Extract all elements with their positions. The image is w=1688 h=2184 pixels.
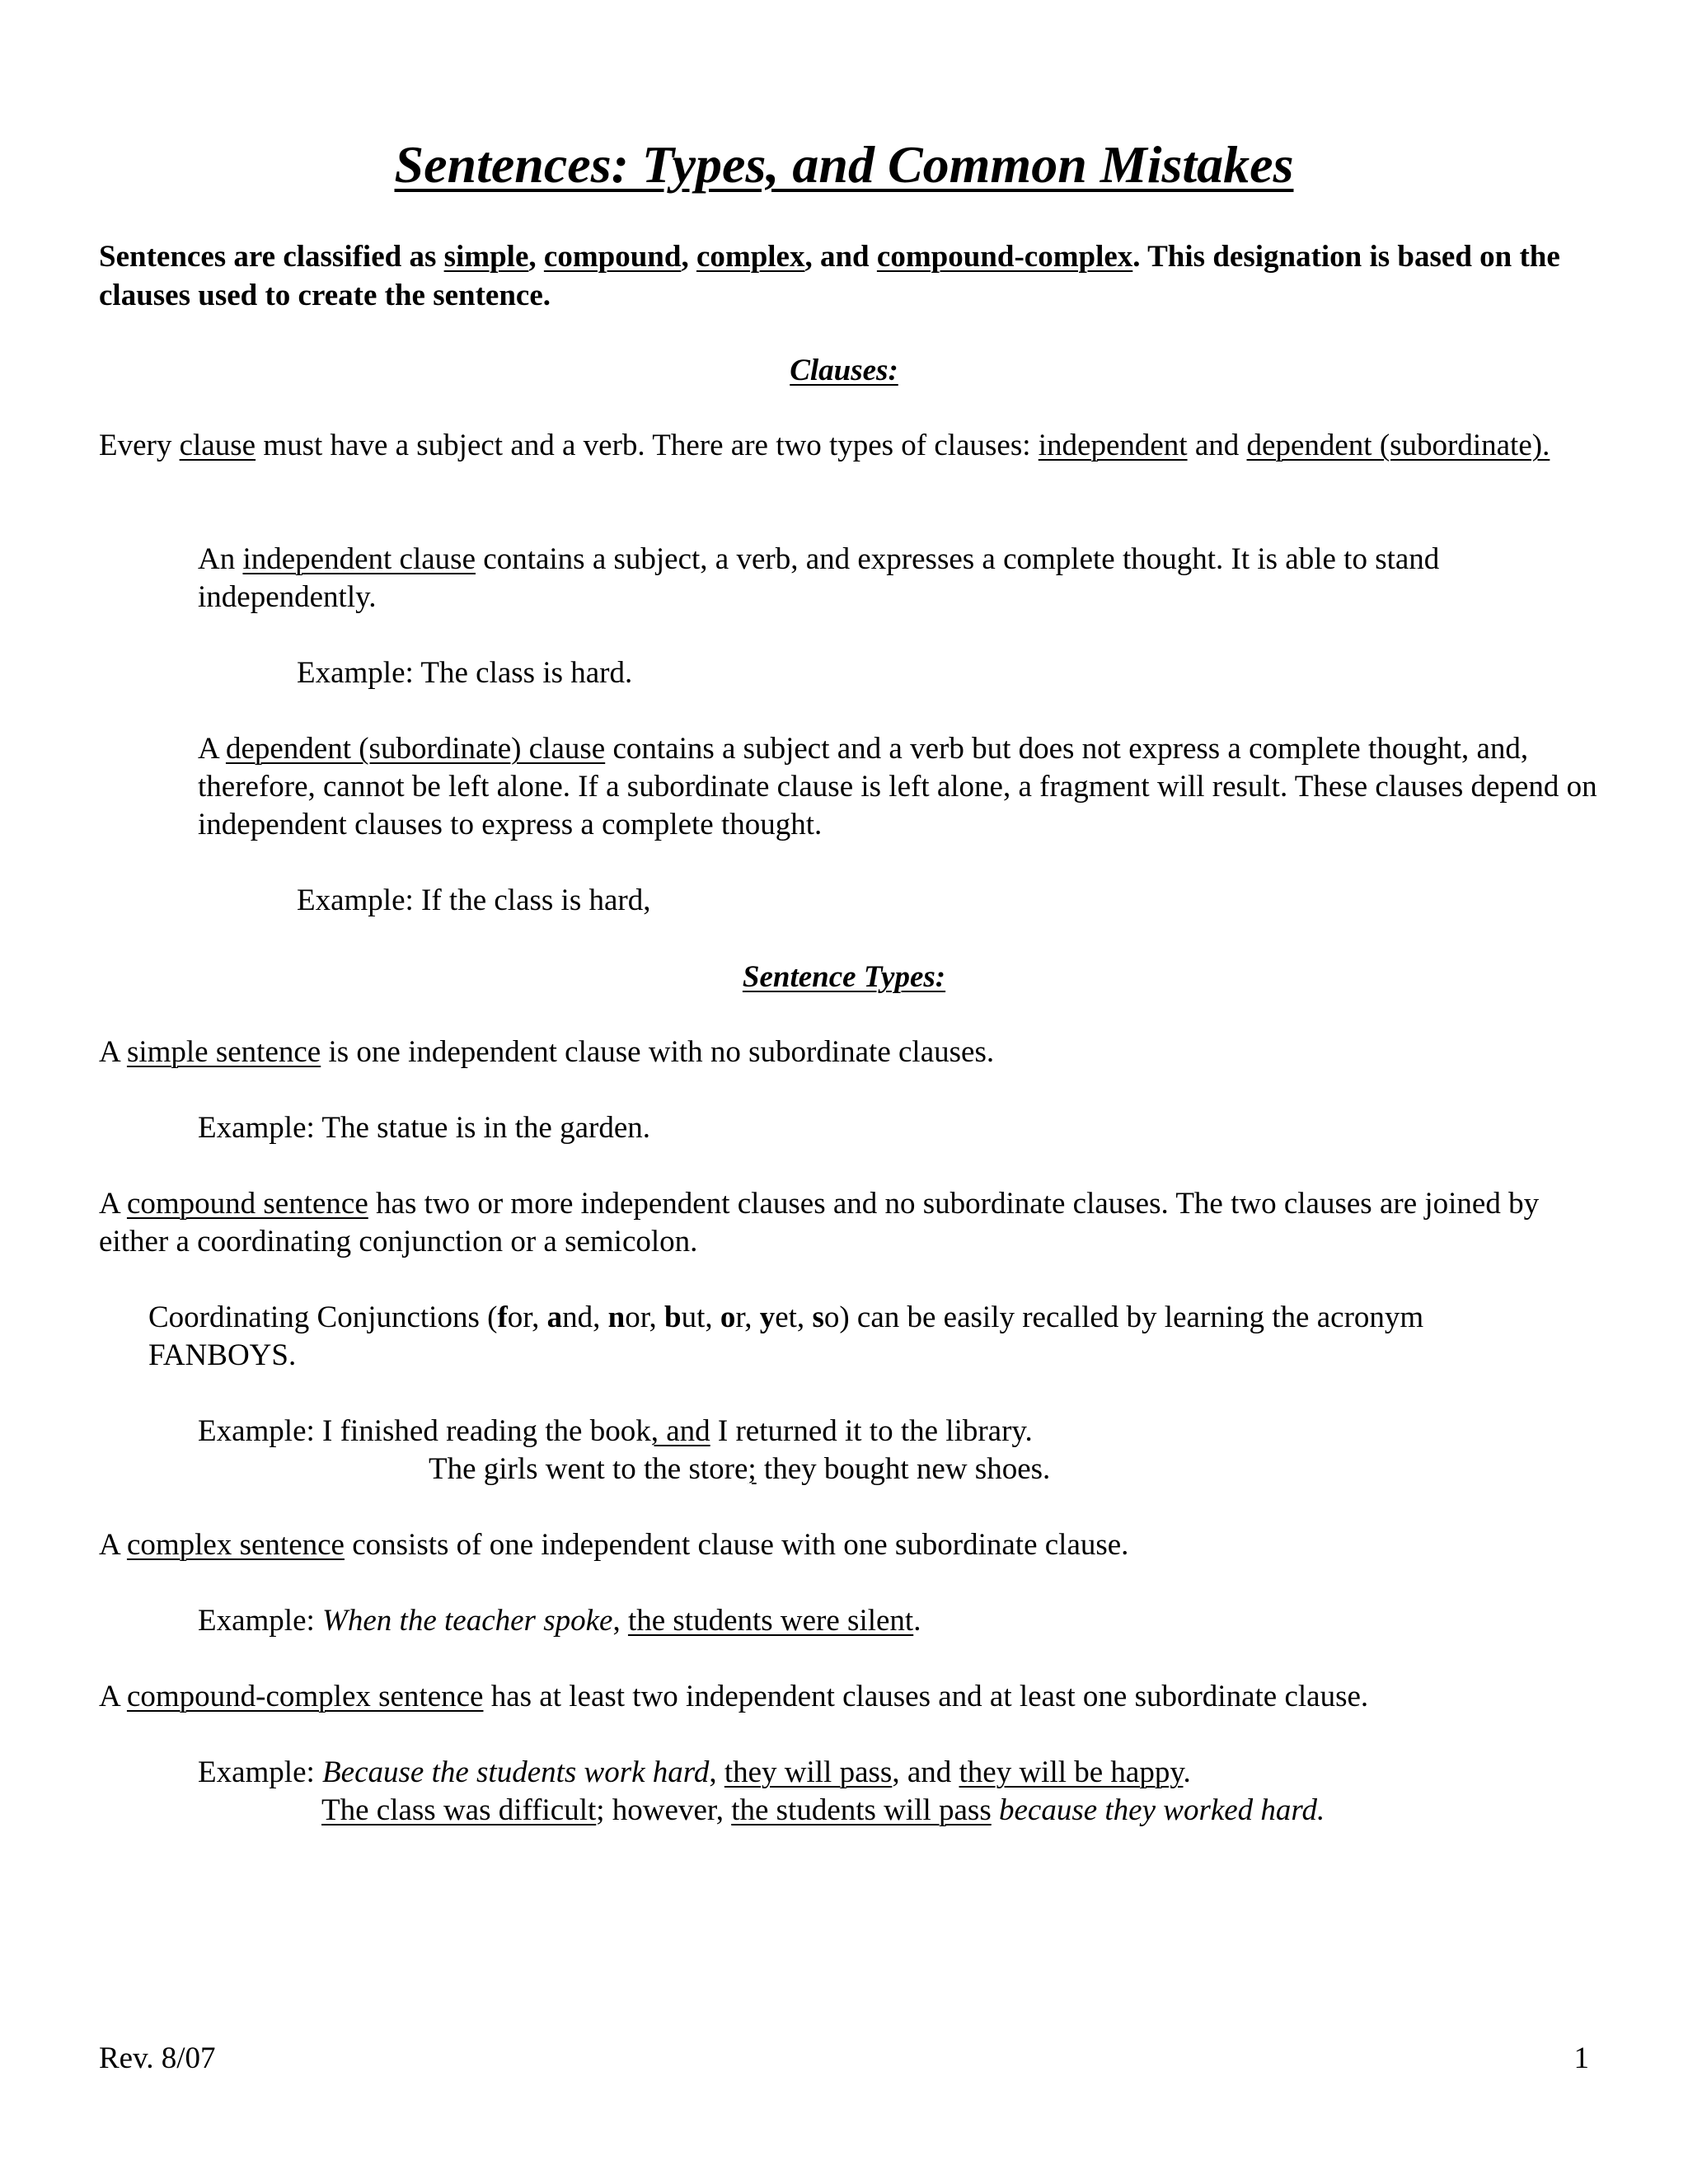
example-text: . (1183, 1755, 1191, 1789)
subordinate-clause: because they worked hard. (998, 1793, 1325, 1827)
compound-example-line-2 (429, 1451, 1050, 1488)
para-text: et, (775, 1301, 813, 1334)
conjunction-underline: , and (650, 1414, 710, 1448)
example-text: , (709, 1755, 724, 1789)
semicolon-underline: ; (748, 1452, 757, 1486)
term-complex-sentence: complex sentence (126, 1528, 345, 1562)
independent-clause: the students were silent (627, 1604, 914, 1638)
term-dependent-clause: dependent (subordinate) clause (225, 732, 606, 766)
term-compound: compound (543, 240, 682, 274)
para-text: o) can be easily recalled by learning the acronym FANBOYS. (148, 1301, 1424, 1372)
intro-text: , (681, 240, 696, 274)
revision-note: Rev. 8/07 (99, 2041, 216, 2075)
term-independent: independent (1038, 429, 1188, 462)
example-text: , (612, 1604, 628, 1638)
clauses-intro-paragraph (99, 427, 1582, 465)
page-number: 1 (1573, 2041, 1589, 2075)
para-text: contains a subject, a verb, and expresses a complete thought. It is able to stand independently. (198, 542, 1440, 614)
para-text: A (99, 1035, 127, 1069)
acronym-letter: a (546, 1301, 563, 1334)
para-text: must have a subject and a verb. There are two types of clauses: (256, 429, 1039, 462)
example-text: ; however, (596, 1793, 732, 1827)
para-text: A (99, 1680, 127, 1713)
independent-clause: they will be happy (959, 1755, 1184, 1789)
clauses-heading: Clauses: (790, 354, 898, 387)
example-label: Example: (198, 1755, 323, 1789)
para-text: and (1187, 429, 1247, 462)
term-simple-sentence: simple sentence (126, 1035, 321, 1069)
independent-clause: they will pass (724, 1755, 893, 1789)
intro-text: . This designation is based on the clauses used to create the sentence. (99, 240, 1560, 312)
term-dependent: dependent (subordinate). (1246, 429, 1550, 462)
compound-complex-example-line-1 (198, 1754, 1191, 1792)
para-text: has at least two independent clauses and at least one subordinate clause. (483, 1680, 1369, 1713)
complex-sentence-example (198, 1602, 921, 1640)
para-text: r, (735, 1301, 760, 1334)
term-compound-sentence: compound sentence (126, 1187, 368, 1221)
independent-clause: the students will pass (731, 1793, 992, 1827)
dependent-clause-definition (198, 730, 1615, 844)
example-text: The girls went to the store (429, 1452, 748, 1486)
example-label: Example: (198, 1604, 323, 1638)
acronym-letter: n (607, 1301, 626, 1334)
para-text: Coordinating Conjunctions ( (148, 1301, 498, 1334)
intro-text: , and (804, 240, 877, 274)
simple-sentence-example: Example: The statue is in the garden. (198, 1111, 651, 1145)
para-text: A (99, 1528, 127, 1562)
subordinate-clause: When the teacher spoke (322, 1604, 613, 1638)
para-text: A (198, 732, 226, 766)
compound-complex-example-line-2 (321, 1792, 1325, 1830)
compound-example-line-1 (198, 1413, 1033, 1451)
acronym-letter: o (720, 1301, 736, 1334)
independent-clause: The class was difficult (321, 1793, 597, 1827)
para-text: ut, (681, 1301, 720, 1334)
term-compound-complex: compound-complex (876, 240, 1133, 274)
para-text: A (99, 1187, 127, 1221)
example-text (992, 1793, 999, 1827)
intro-paragraph (99, 237, 1582, 315)
intro-text: , (528, 240, 544, 274)
para-text: contains a subject and a verb but does not express a complete thought, and, therefore, cannot be left alone. If a subordinate clause is left alone, a fragment will result. These clauses depend on independent clauses to express a complete thought. (198, 732, 1597, 841)
term-simple: simple (443, 240, 529, 274)
para-text: has two or more independent clauses and no subordinate clauses. The two clauses are joined by either a coordinating conjunction or a semicolon. (99, 1187, 1540, 1258)
example-text: I finished reading the book (322, 1414, 651, 1448)
compound-complex-sentence-definition (99, 1678, 1368, 1716)
example-text: they bought new shoes. (756, 1452, 1051, 1486)
acronym-letter: f (497, 1301, 508, 1334)
independent-clause-example: Example: The class is hard. (297, 656, 633, 690)
intro-text: Sentences are classified as (99, 240, 444, 274)
dependent-clause-example: Example: If the class is hard, (297, 883, 651, 917)
term-compound-complex-sentence: compound-complex sentence (126, 1680, 484, 1713)
term-clause: clause (179, 429, 256, 462)
para-text: or, (625, 1301, 665, 1334)
example-text: . (913, 1604, 921, 1638)
para-text: or, (507, 1301, 547, 1334)
subordinate-clause: Because the students work hard (322, 1755, 710, 1789)
term-complex: complex (696, 240, 805, 274)
sentence-types-heading: Sentence Types: (742, 960, 946, 994)
compound-sentence-definition (99, 1185, 1582, 1261)
para-text: is one independent clause with no subordinate clauses. (321, 1035, 995, 1069)
acronym-letter: s (812, 1301, 824, 1334)
para-text: nd, (562, 1301, 608, 1334)
fanboys-paragraph (148, 1299, 1550, 1375)
term-independent-clause: independent clause (242, 542, 476, 576)
para-text: Every (99, 429, 180, 462)
example-label: Example: (198, 1414, 323, 1448)
example-text: I returned it to the library. (710, 1414, 1033, 1448)
independent-clause-definition (198, 541, 1582, 616)
complex-sentence-definition (99, 1526, 1128, 1564)
acronym-letter: y (759, 1301, 776, 1334)
page-title: Sentences: Types, and Common Mistakes (394, 135, 1294, 194)
simple-sentence-definition (99, 1033, 994, 1071)
acronym-letter: b (664, 1301, 682, 1334)
para-text: consists of one independent clause with one subordinate clause. (344, 1528, 1129, 1562)
para-text: An (198, 542, 243, 576)
example-text: , and (892, 1755, 959, 1789)
